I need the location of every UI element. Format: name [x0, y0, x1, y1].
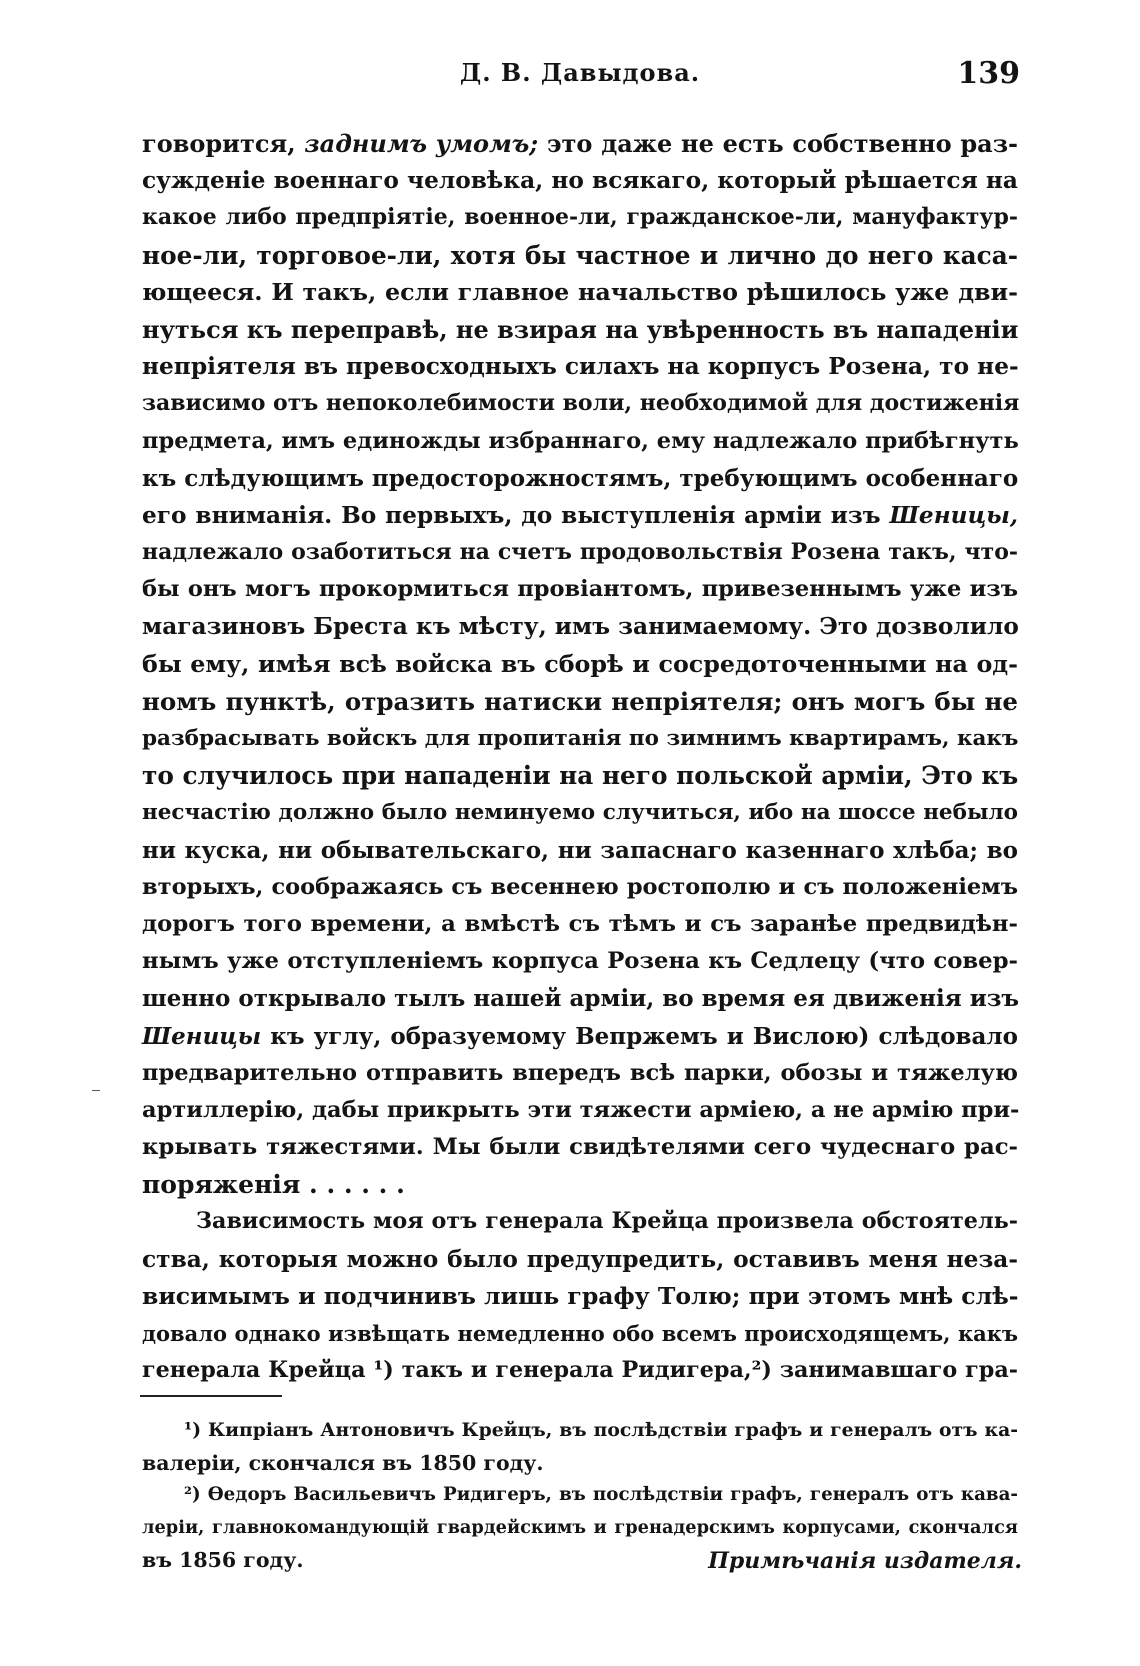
text-segment: говорится,	[142, 129, 305, 158]
text-line: ни куска, ни обывательскаго, ни запаснаго казеннаго хлѣба; во	[142, 836, 1018, 864]
text-line: довало однако извѣщать немедленно обо всемъ происходящемъ, какъ	[142, 1321, 1018, 1346]
text-line	[142, 125, 1018, 162]
italic-segment: Шеницы	[142, 1022, 262, 1050]
text-line: ющееся. И такъ, если главное начальство рѣшилось уже дви-	[142, 277, 1018, 306]
italic-segment: Шеницы,	[889, 501, 1018, 529]
text-line: номъ пунктѣ, отразить натиски непріятеля; онъ могъ бы не	[142, 686, 1018, 716]
footnote-line: въ 1856 году.	[142, 1548, 304, 1572]
text-line: нуться къ переправѣ, не взирая на увѣренность въ нападеніи	[142, 314, 1019, 344]
text-line: къ слѣдующимъ предосторожностямъ, требующимъ особеннаго	[142, 464, 1019, 492]
text-line: Зависимость моя отъ генерала Крейца произвела обстоятель-	[196, 1208, 1018, 1235]
text-line: ства, которыя можно было предупредить, оставивъ меня неза-	[142, 1245, 1018, 1273]
text-line: предварительно отправить впередъ всѣ парки, обозы и тяжелую	[142, 1059, 1018, 1086]
text-line: разбрасывать войскъ для пропитанія по зимнимъ квартирамъ, какъ	[142, 726, 1019, 751]
margin-mark	[92, 1090, 100, 1091]
text-line: вторыхъ, соображаясь съ весеннею ростополю и съ положеніемъ	[142, 873, 1018, 900]
text-line: дорогъ того времени, а вмѣстѣ съ тѣмъ и съ заранѣе предвидѣн-	[142, 910, 1018, 937]
text-line: магазиновъ Бреста къ мѣсту, имъ занимаемому. Это дозволило	[142, 613, 1019, 641]
text-line: ное-ли, торговое-ли, хотя бы частное и лично до него каса-	[142, 240, 1018, 270]
text-segment: это даже не есть собственно раз-	[538, 129, 1018, 158]
text-line: надлежало озаботиться на счетъ продовольствія Розена такъ, что-	[142, 539, 1018, 566]
footnote-line: леріи, главнокомандующій гвардейскимъ и гренадерскимъ корпусами, скончался	[142, 1516, 1018, 1538]
text-line: зависимо отъ непоколебимости воли, необходимой для достиженія	[142, 390, 1020, 417]
footnote-line: ¹) Кипріанъ Антоновичъ Крейцъ, въ послѣдствіи графъ и генералъ отъ ка-	[184, 1419, 1018, 1441]
footnote-line: ²) Ѳедоръ Васильевичъ Ридигеръ, въ послѣдствіи графъ, генералъ отъ кава-	[184, 1484, 1018, 1505]
italic-segment: заднимъ умомъ;	[304, 129, 539, 158]
text-line: то случилось при нападеніи на него польской арміи, Это къ	[142, 761, 1019, 791]
text-line: висимымъ и подчинивъ лишь графу Толю; при этомъ мнѣ слѣ-	[142, 1281, 1019, 1310]
text-line: предмета, имъ единожды избраннаго, ему надлежало прибѣгнуть	[142, 427, 1019, 454]
running-title: Д. В. Давыдова.	[459, 58, 701, 87]
text-line: крывать тяжестями. Мы были свидѣтелями сего чудеснаго рас-	[142, 1134, 1018, 1161]
footnote-rule	[140, 1395, 282, 1397]
footnote-signature: Примѣчанія издателя.	[708, 1548, 1022, 1574]
body-text	[142, 125, 1018, 1389]
text-line: несчастію должно было неминуемо случиться, ибо на шоссе небыло	[142, 800, 1018, 826]
text-segment: къ углу, образуемому Вепржемъ и Вислою) слѣдовало	[261, 1022, 1018, 1050]
text-line: артиллерію, дабы прикрыть эти тяжести арміею, а не армію при-	[142, 1096, 1020, 1123]
text-line	[142, 497, 1018, 534]
text-line: сужденіе военнаго человѣка, но всякаго, который рѣшается на	[142, 167, 1018, 195]
text-line: шенно открывало тылъ нашей арміи, во время ея движенія изъ	[142, 985, 1020, 1013]
text-line: бы ему, имѣя всѣ войска въ сборѣ и сосредоточенными на од-	[142, 649, 1018, 678]
page-number: 139	[957, 56, 1020, 91]
text-line: поряженія . . . . . .	[142, 1170, 405, 1200]
text-line: генерала Крейца ¹) такъ и генерала Ридигера,²) занимавшаго гра-	[142, 1357, 1018, 1384]
running-head	[140, 58, 1020, 98]
text-segment: его вниманія. Во первыхъ, до выступленія арміи изъ	[142, 501, 890, 529]
footnote-line: валеріи, скончался въ 1850 году.	[142, 1450, 544, 1475]
text-line	[142, 1018, 1018, 1055]
text-line: непріятеля въ превосходныхъ силахъ на корпусъ Розена, то не-	[142, 353, 1019, 381]
text-line: какое либо предпріятіе, военное-ли, гражданское-ли, мануфактур-	[142, 204, 1018, 231]
text-line: нымъ уже отступленіемъ корпуса Розена къ Седлецу (что совер-	[142, 948, 1018, 975]
text-line: бы онъ могъ прокормиться провіантомъ, привезеннымъ уже изъ	[142, 576, 1018, 603]
